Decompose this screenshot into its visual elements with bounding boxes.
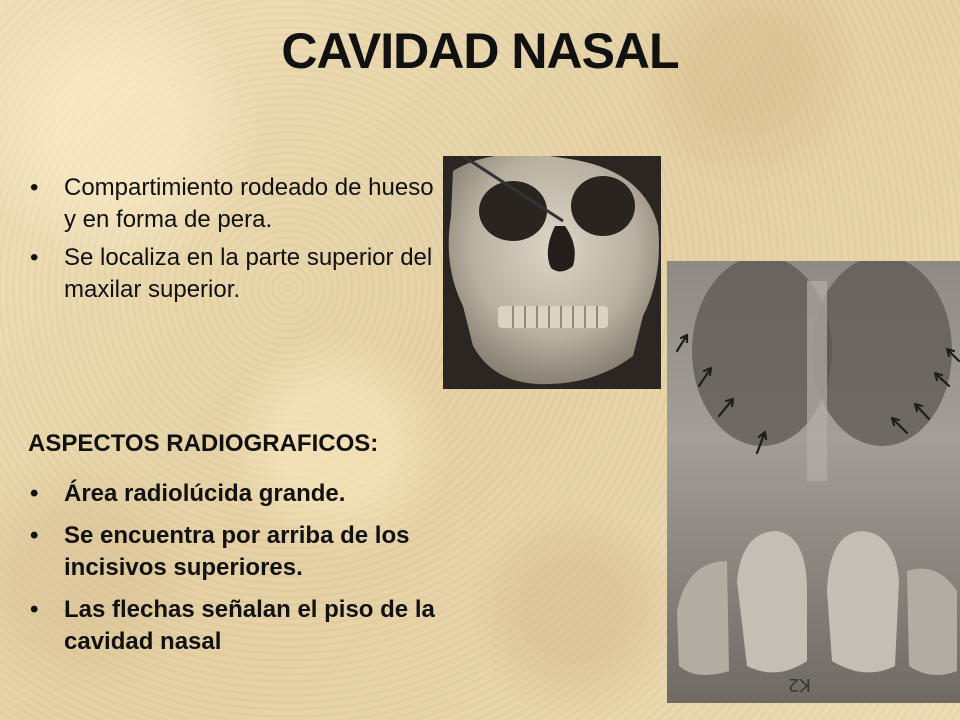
intro-bullet-list bbox=[28, 172, 448, 306]
dental-xray-image bbox=[667, 261, 960, 703]
xray-marker-label: K2 bbox=[787, 674, 811, 695]
bullet-item: • Compartimiento rodeado de hueso y en forma de pera. bbox=[28, 172, 448, 236]
bullet-item: • Se encuentra por arriba de los incisivos superiores. bbox=[28, 520, 448, 584]
slide-title: CAVIDAD NASAL bbox=[281, 23, 679, 79]
section-heading: ASPECTOS RADIOGRAFICOS: bbox=[28, 430, 379, 457]
bullet-item: • Las flechas señalan el piso de la cavidad nasal bbox=[28, 594, 448, 658]
radiographic-bullet-list bbox=[28, 478, 448, 668]
bullet-item: • Se localiza en la parte superior del maxilar superior. bbox=[28, 242, 448, 306]
bullet-item: • Área radiolúcida grande. bbox=[28, 478, 448, 510]
skull-photo bbox=[443, 156, 661, 389]
